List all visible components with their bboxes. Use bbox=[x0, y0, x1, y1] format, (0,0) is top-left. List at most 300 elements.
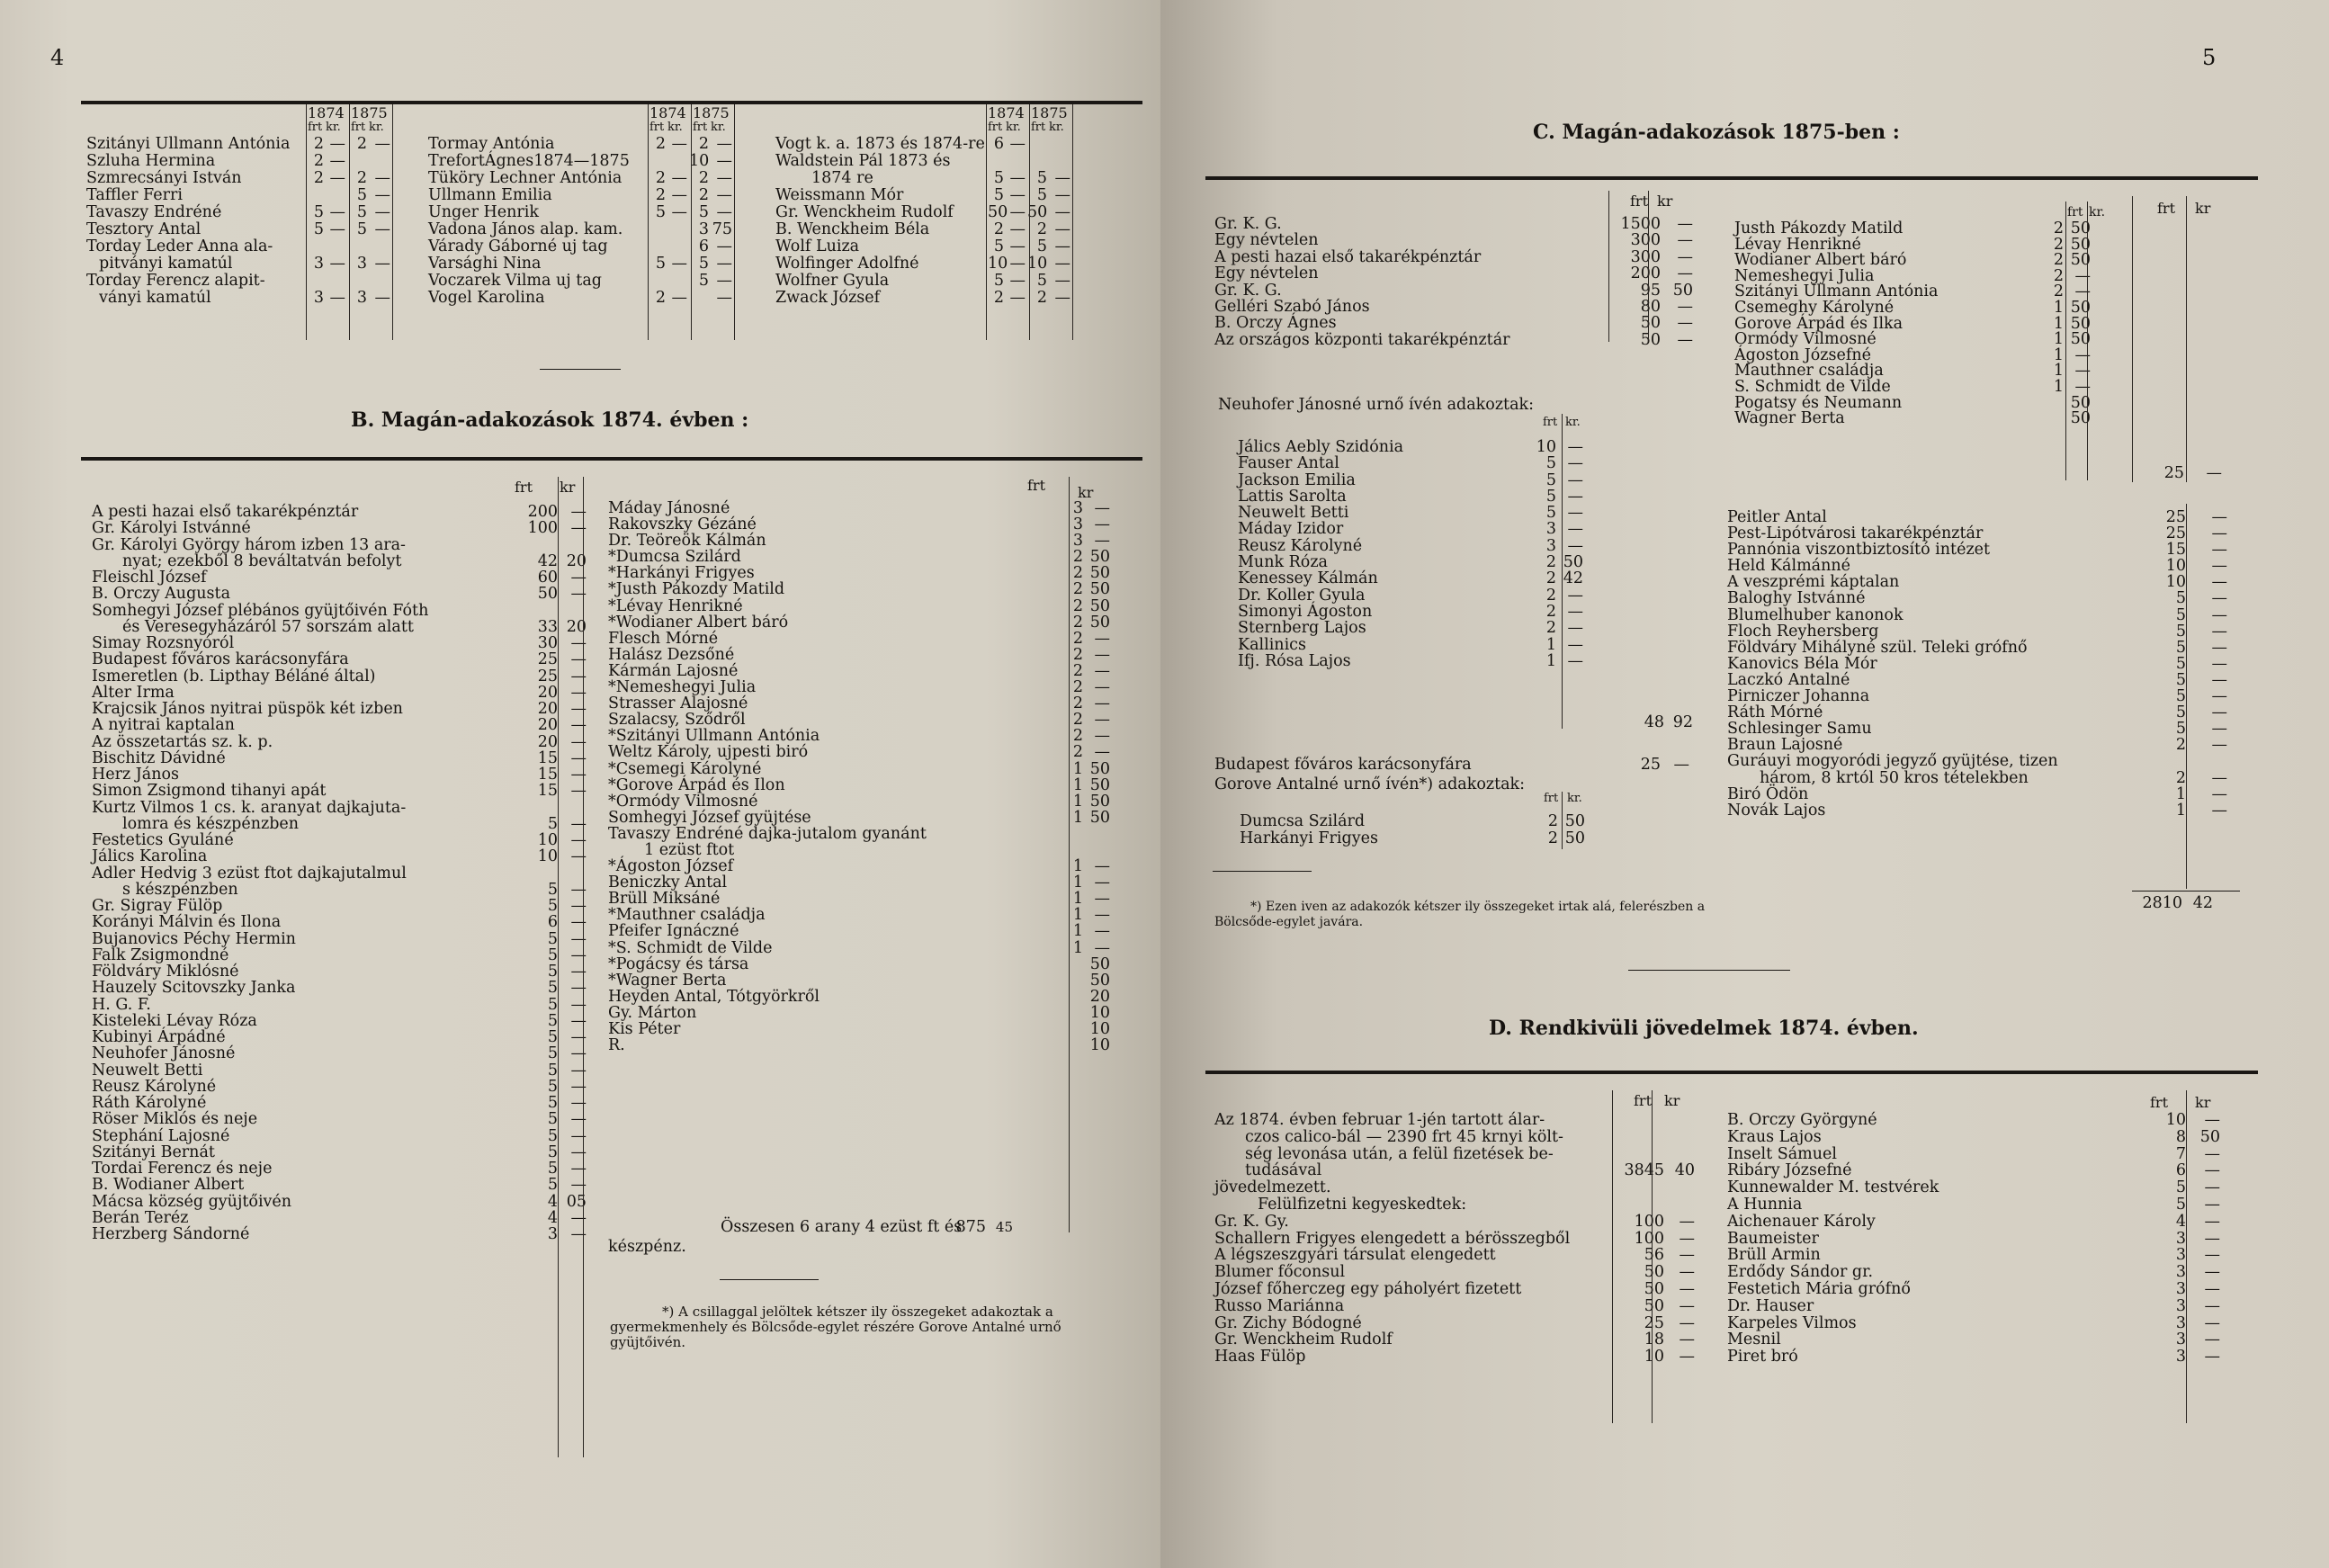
amount-frt: 1 bbox=[1545, 635, 1556, 654]
amount-frt: 6 bbox=[2175, 1161, 2186, 1180]
ledger-row bbox=[608, 907, 1112, 923]
amount-frt: 50 bbox=[1644, 1296, 1664, 1315]
ledger-row bbox=[1238, 604, 1616, 620]
amount-kr: — bbox=[1567, 454, 1583, 473]
entry-name: Vogt k. a. 1873 és 1874-re bbox=[775, 135, 985, 153]
entry-name: A Hunnia bbox=[1727, 1195, 1803, 1214]
amount-kr: — bbox=[2204, 1161, 2220, 1180]
ledger-row bbox=[1727, 753, 2249, 769]
entry-name: Szitányi Ullmann Antónia bbox=[86, 135, 291, 153]
amount-kr: — bbox=[570, 1011, 587, 1030]
amount-kr: — bbox=[570, 748, 587, 767]
column-rule bbox=[2087, 202, 2088, 480]
entry-name: Stephání Lajosné bbox=[92, 1126, 230, 1145]
amount-frt: 3 bbox=[2175, 1296, 2186, 1315]
ledger-row bbox=[1238, 472, 1616, 488]
ledger-row bbox=[92, 1128, 596, 1144]
amount-frt: 5 bbox=[547, 1160, 558, 1178]
entry-name: Jackson Emilia bbox=[1238, 470, 1356, 489]
amount-frt: 2 bbox=[993, 289, 1004, 307]
amount-kr: — bbox=[716, 203, 732, 221]
ledger-row bbox=[1734, 300, 2112, 317]
right-page bbox=[1160, 0, 2329, 1568]
amount-frt: 5 bbox=[993, 186, 1004, 204]
ledger-row bbox=[1727, 802, 2249, 819]
column-rule bbox=[1612, 1090, 1613, 1423]
amount-kr: — bbox=[671, 203, 687, 221]
amount-frt: 20 bbox=[537, 716, 558, 735]
amount-frt: 5 bbox=[1036, 169, 1047, 187]
amount-frt: 2 bbox=[2053, 220, 2064, 237]
ledger-row bbox=[428, 291, 739, 308]
amount-frt: 200 bbox=[527, 503, 558, 521]
entry-name: Sternberg Lajos bbox=[1238, 619, 1366, 638]
top-table-column bbox=[86, 137, 398, 308]
entry-name: Waldstein Pál 1873 és bbox=[775, 152, 951, 170]
amount-frt: 5 bbox=[547, 979, 558, 998]
ledger-row bbox=[608, 581, 1112, 597]
amount-kr: — bbox=[570, 995, 587, 1014]
amount-frt: 5 bbox=[547, 1142, 558, 1161]
ledger-row bbox=[1734, 377, 2112, 396]
column-rule bbox=[986, 104, 987, 340]
entry-name: 1874 re bbox=[811, 169, 873, 187]
entry-name: Heyden Antal, Tótgyörkről bbox=[608, 987, 820, 1006]
ledger-row bbox=[1214, 249, 1700, 265]
entry-name: Berán Teréz bbox=[92, 1208, 189, 1227]
amount-frt: 2 bbox=[1072, 564, 1083, 583]
amount-kr: 50 bbox=[2070, 409, 2091, 428]
year-header: 1875 bbox=[351, 104, 388, 121]
ledger-row bbox=[608, 598, 1112, 614]
amount-kr: 50 bbox=[1089, 580, 1110, 599]
amount-kr: — bbox=[329, 289, 345, 307]
ledger-row bbox=[1214, 332, 1700, 348]
ledger-row bbox=[1238, 637, 1616, 653]
entry-name: Simonyi Ágoston bbox=[1238, 602, 1373, 621]
unit-label: kr bbox=[2195, 1094, 2211, 1111]
amount-kr: 50 bbox=[1089, 596, 1110, 615]
amount-frt: 1 bbox=[1072, 775, 1083, 794]
entry-name: Gr. Károlyi György három izben 13 ara- bbox=[92, 535, 406, 554]
entry-name: Kurtz Vilmos 1 cs. k. aranyat dajkajuta- bbox=[92, 798, 407, 817]
ledger-row bbox=[1214, 1196, 1718, 1214]
amount-frt: 2 bbox=[1072, 661, 1083, 680]
amount-frt: 10 bbox=[2165, 573, 2186, 592]
amount-frt: 2 bbox=[2175, 768, 2186, 787]
amount-frt: 2 bbox=[655, 186, 666, 204]
entry-name: Herz János bbox=[92, 766, 180, 784]
amount-kr: 50 bbox=[2070, 330, 2091, 349]
amount-kr: — bbox=[716, 169, 732, 187]
short-divider bbox=[1628, 970, 1790, 971]
ledger-row bbox=[92, 997, 596, 1013]
amount-kr: 50 bbox=[1089, 808, 1110, 827]
amount-frt: 50 bbox=[1027, 203, 1048, 221]
entry-name: Kraus Lajos bbox=[1727, 1127, 1822, 1146]
amount-kr: — bbox=[329, 135, 345, 153]
ledger-row bbox=[1727, 640, 2249, 656]
total-kr: 45 bbox=[995, 1219, 1013, 1235]
amount-frt: 2 bbox=[1545, 553, 1556, 572]
amount-frt: 2 bbox=[655, 169, 666, 187]
amount-kr: — bbox=[1567, 504, 1583, 523]
amount-frt: 10 bbox=[537, 847, 558, 866]
amount-frt: 80 bbox=[1640, 297, 1661, 316]
entry-name: Fauser Antal bbox=[1238, 454, 1339, 473]
column-rule bbox=[2186, 504, 2187, 889]
entry-name: Karpeles Vilmos bbox=[1727, 1313, 1857, 1332]
amount-frt: 1 bbox=[1072, 759, 1083, 778]
ledger-row bbox=[92, 635, 596, 651]
amount-frt: 1 bbox=[1072, 874, 1083, 892]
ledger-row bbox=[1727, 542, 2249, 558]
ledger-row bbox=[1727, 672, 2249, 688]
entry-name: Kenessey Kálmán bbox=[1238, 569, 1378, 588]
amount-frt: 4 bbox=[547, 1208, 558, 1227]
ledger-row bbox=[1238, 455, 1616, 471]
amount-frt: 5 bbox=[547, 1126, 558, 1145]
entry-name: Kunnewalder M. testvérek bbox=[1727, 1178, 1939, 1197]
amount-frt: 5 bbox=[2175, 687, 2186, 706]
amount-frt: 15 bbox=[537, 766, 558, 784]
amount-kr: — bbox=[1677, 247, 1693, 266]
ledger-row bbox=[92, 553, 596, 569]
entry-name: Inselt Sámuel bbox=[1727, 1144, 1837, 1163]
amount-kr: 75 bbox=[712, 220, 732, 238]
amount-kr: — bbox=[1567, 536, 1583, 555]
column-rule bbox=[648, 104, 649, 340]
entry-name: Festetics Gyuláné bbox=[92, 831, 234, 849]
amount-frt: 50 bbox=[1644, 1263, 1664, 1282]
ledger-row bbox=[1727, 623, 2249, 640]
entry-name: B. Orczy Ágnes bbox=[1214, 314, 1337, 333]
entry-name: Kanovics Béla Mór bbox=[1727, 654, 1877, 673]
entry-name: *S. Schmidt de Vilde bbox=[608, 938, 773, 957]
amount-frt: 2 bbox=[1072, 645, 1083, 664]
amount-kr: — bbox=[374, 135, 390, 153]
amount-frt: 15 bbox=[537, 748, 558, 767]
entry-name: Korányi Málvin és Ilona bbox=[92, 913, 282, 932]
amount-frt: 10 bbox=[689, 152, 710, 170]
amount-frt: 5 bbox=[2175, 605, 2186, 624]
amount-kr: — bbox=[1679, 1212, 1695, 1231]
amount-frt: 6 bbox=[698, 237, 709, 255]
amount-kr: — bbox=[2204, 1263, 2220, 1282]
amount-frt: 2810 bbox=[2142, 894, 2182, 912]
ledger-row bbox=[92, 1095, 596, 1111]
entry-name: Várady Gáborné uj tag bbox=[428, 237, 608, 255]
ledger-column bbox=[1214, 1112, 1718, 1366]
entry-name: Halász Dezsőné bbox=[608, 645, 735, 664]
entry-name: Bujanovics Péchy Hermin bbox=[92, 929, 296, 948]
amount-kr: — bbox=[570, 1094, 587, 1112]
ledger-row bbox=[608, 761, 1112, 777]
ledger-row bbox=[1238, 488, 1616, 505]
amount-kr: — bbox=[2204, 1279, 2220, 1298]
amount-frt: 20 bbox=[537, 683, 558, 702]
top-rule bbox=[81, 101, 1142, 104]
amount-kr: 92 bbox=[1672, 713, 1693, 731]
ledger-row bbox=[608, 972, 1112, 989]
amount-frt: 200 bbox=[1630, 264, 1661, 283]
ledger-row bbox=[608, 516, 1112, 533]
amount-kr: 50 bbox=[2070, 314, 2091, 333]
amount-kr: — bbox=[1094, 922, 1110, 941]
amount-frt: 100 bbox=[1634, 1229, 1664, 1248]
amount-frt: 15 bbox=[2165, 541, 2186, 560]
ledger-row bbox=[608, 712, 1112, 728]
amount-kr: — bbox=[1567, 487, 1583, 506]
amount-frt: 2 bbox=[1072, 743, 1083, 762]
amount-kr: — bbox=[1679, 1229, 1695, 1248]
entry-name: B. Orczy Augusta bbox=[92, 585, 230, 604]
ledger-row bbox=[608, 810, 1112, 826]
amount-kr: — bbox=[716, 135, 732, 153]
entry-name: ványi kamatúl bbox=[99, 289, 211, 307]
unit-label: kr. bbox=[1049, 121, 1064, 134]
entry-name: Mesnil bbox=[1727, 1331, 1781, 1349]
entry-name: Kármán Lajosné bbox=[608, 661, 739, 680]
entry-name: Gr. K. Gy. bbox=[1214, 1212, 1289, 1231]
column-rule bbox=[349, 104, 350, 340]
section-c-rule bbox=[1205, 176, 2258, 180]
column-rule bbox=[1562, 414, 1563, 729]
amount-frt: 1 bbox=[1072, 857, 1083, 876]
unit-label: kr bbox=[1664, 1092, 1680, 1109]
ledger-row bbox=[608, 858, 1112, 874]
ledger-row bbox=[608, 614, 1112, 631]
amount-frt: 60 bbox=[537, 569, 558, 587]
amount-kr: — bbox=[1054, 186, 1070, 204]
entry-name: jövedelmezett. bbox=[1214, 1178, 1331, 1197]
amount-frt: 1 bbox=[2053, 314, 2064, 333]
entry-name: A pesti hazai első takarékpénztár bbox=[92, 503, 359, 521]
ledger-row bbox=[92, 914, 596, 930]
ledger-row bbox=[92, 766, 596, 783]
amount-kr: — bbox=[570, 1044, 587, 1063]
amount-frt: 1 bbox=[2053, 362, 2064, 381]
column-rule bbox=[1069, 477, 1070, 1232]
amount-frt: 5 bbox=[547, 963, 558, 981]
entry-name: Munk Róza bbox=[1238, 553, 1328, 572]
footnote-divider bbox=[1213, 871, 1312, 872]
ledger-row bbox=[608, 679, 1112, 695]
amount-frt: 5 bbox=[993, 272, 1004, 290]
amount-frt: 56 bbox=[1644, 1246, 1664, 1265]
ledger-row bbox=[1727, 525, 2249, 542]
page-number: 4 bbox=[50, 45, 65, 70]
amount-frt: 5 bbox=[313, 203, 324, 221]
amount-frt: 10 bbox=[2165, 557, 2186, 576]
ledger-row bbox=[1727, 1112, 2249, 1129]
amount-kr: — bbox=[1679, 1279, 1695, 1298]
entry-name: czos calico-bál — 2390 frt 45 krnyi költ- bbox=[1245, 1127, 1563, 1146]
unit-label: frt bbox=[1544, 792, 1559, 805]
amount-frt: 1500 bbox=[1620, 215, 1661, 233]
amount-frt: 3845 bbox=[1624, 1161, 1664, 1180]
amount-kr: — bbox=[1679, 1296, 1695, 1315]
entry-name: Csemeghy Károlyné bbox=[1734, 298, 1895, 317]
entry-name: Lattis Sarolta bbox=[1238, 487, 1347, 506]
ledger-row bbox=[608, 500, 1112, 516]
column-rule bbox=[734, 104, 735, 340]
entry-name: Harkányi Frigyes bbox=[1240, 829, 1378, 847]
ledger-row bbox=[608, 989, 1112, 1005]
amount-kr: — bbox=[1677, 314, 1693, 333]
amount-frt: 3 bbox=[313, 255, 324, 273]
amount-frt: 20 bbox=[537, 700, 558, 718]
unit-label: frt bbox=[2150, 1094, 2168, 1111]
entry-name: Gr. Sigray Fülöp bbox=[92, 897, 223, 915]
ledger-row bbox=[608, 663, 1112, 679]
amount-frt: 2 bbox=[1545, 569, 1556, 588]
unit-label: kr. bbox=[369, 121, 384, 134]
amount-kr: — bbox=[716, 152, 732, 170]
amount-kr: — bbox=[570, 503, 587, 521]
amount-kr: — bbox=[1094, 938, 1110, 957]
amount-frt: 10 bbox=[1027, 255, 1048, 273]
amount-kr: — bbox=[716, 272, 732, 290]
ledger-row bbox=[92, 569, 596, 586]
ledger-row bbox=[92, 520, 596, 536]
amount-frt: 3 bbox=[2175, 1279, 2186, 1298]
amount-frt: 5 bbox=[547, 814, 558, 833]
amount-kr: — bbox=[374, 169, 390, 187]
ledger-row bbox=[92, 816, 596, 832]
amount-kr: 50 bbox=[1564, 812, 1585, 830]
ledger-row bbox=[92, 848, 596, 865]
entry-name: S. Schmidt de Vilde bbox=[1734, 377, 1891, 396]
amount-kr: — bbox=[2211, 541, 2227, 560]
entry-name: Gelléri Szabó János bbox=[1214, 297, 1370, 316]
ledger-row bbox=[92, 1029, 596, 1045]
entry-name: B. Orczy Györgyné bbox=[1727, 1111, 1877, 1129]
amount-frt: 5 bbox=[547, 1176, 558, 1195]
year-header: 1874 bbox=[988, 104, 1025, 121]
section-title: C. Magán-adakozások 1875-ben : bbox=[1533, 121, 1900, 144]
amount-frt: 2 bbox=[1072, 694, 1083, 713]
amount-kr: — bbox=[2074, 282, 2091, 301]
entry-name: Neuwelt Betti bbox=[1238, 504, 1349, 523]
amount-frt: 7 bbox=[2175, 1144, 2186, 1163]
entry-name: TrefortÁgnes1874—1875 bbox=[428, 152, 630, 170]
entry-name: A légszeszgyári társulat elengedett bbox=[1214, 1246, 1496, 1265]
column-rule bbox=[1072, 104, 1073, 340]
page-number: 5 bbox=[2202, 45, 2217, 70]
amount-kr: — bbox=[1567, 602, 1583, 621]
entry-name: *Lévay Henrikné bbox=[608, 596, 743, 615]
entry-name: Szalacsy, Sződről bbox=[608, 711, 746, 730]
amount-kr: — bbox=[1677, 215, 1693, 233]
entry-name: Pannónia viszontbiztosító intézet bbox=[1727, 541, 1991, 560]
entry-name: Brüll Armin bbox=[1727, 1246, 1821, 1265]
entry-name: Szitányi Ullmann Antónia bbox=[1734, 282, 1939, 301]
ledger-row bbox=[1734, 411, 2112, 427]
amount-frt: 3 bbox=[2175, 1313, 2186, 1332]
amount-kr: — bbox=[1094, 661, 1110, 680]
entry-name: Pogatsy és Neumann bbox=[1734, 393, 1903, 412]
ledger-row bbox=[1727, 558, 2249, 574]
amount-frt: 5 bbox=[655, 255, 666, 273]
amount-frt: 33 bbox=[537, 617, 558, 636]
amount-kr: — bbox=[2204, 1144, 2220, 1163]
amount-frt: 18 bbox=[1644, 1331, 1664, 1349]
entry-name: Jálics Aebly Szidónia bbox=[1238, 438, 1404, 456]
amount-kr: — bbox=[1677, 297, 1693, 316]
amount-frt: 5 bbox=[2175, 720, 2186, 739]
amount-frt: 2 bbox=[698, 135, 709, 153]
amount-kr: — bbox=[1054, 272, 1070, 290]
entry-name: A veszprémi káptalan bbox=[1727, 573, 1900, 592]
amount-frt: 2 bbox=[313, 169, 324, 187]
amount-kr: — bbox=[1677, 330, 1693, 349]
ledger-row bbox=[1214, 1281, 1718, 1298]
amount-frt: 5 bbox=[313, 220, 324, 238]
amount-kr: — bbox=[1567, 438, 1583, 456]
ledger-row bbox=[608, 923, 1112, 939]
entry-name: Vogel Karolina bbox=[428, 289, 545, 307]
amount-kr: — bbox=[570, 732, 587, 751]
amount-frt: 10 bbox=[988, 255, 1008, 273]
entry-name: Haas Fülöp bbox=[1214, 1348, 1306, 1366]
entry-name: Ismeretlen (b. Lipthay Béláné által) bbox=[92, 667, 376, 685]
column-rule bbox=[2132, 196, 2133, 482]
entry-name: Egy névtelen bbox=[1214, 231, 1319, 250]
amount-kr: — bbox=[570, 667, 587, 685]
entry-name: Egy névtelen bbox=[1214, 264, 1319, 283]
amount-kr: — bbox=[570, 782, 587, 801]
amount-kr: 50 bbox=[1672, 281, 1693, 300]
amount-frt: 50 bbox=[1640, 330, 1661, 349]
amount-frt: 30 bbox=[537, 634, 558, 652]
ledger-row bbox=[1240, 813, 1617, 830]
amount-kr: — bbox=[2204, 1111, 2220, 1129]
amount-kr: 20 bbox=[566, 551, 587, 570]
amount-kr: — bbox=[570, 831, 587, 849]
amount-frt: 2 bbox=[313, 152, 324, 170]
entry-name: Mácsa község gyüjtőivén bbox=[92, 1192, 292, 1211]
amount-frt: 5 bbox=[547, 897, 558, 915]
amount-frt: 5 bbox=[2175, 670, 2186, 689]
ledger-row bbox=[92, 1177, 596, 1193]
unit-label: frt bbox=[1543, 416, 1558, 429]
amount-kr: — bbox=[1679, 1313, 1695, 1332]
column-rule bbox=[1029, 104, 1030, 340]
amount-kr: — bbox=[2211, 736, 2227, 755]
entry-name: Somhegyi József plébános gyüjtőivén Fóth bbox=[92, 601, 429, 620]
amount-kr: — bbox=[2211, 573, 2227, 592]
entry-name: Röser Miklós és neje bbox=[92, 1110, 258, 1129]
entry-name: Taffler Ferri bbox=[86, 186, 183, 204]
amount-frt: 4 bbox=[547, 1192, 558, 1211]
amount-kr: — bbox=[1094, 694, 1110, 713]
ledger-column bbox=[1727, 1112, 2249, 1366]
amount-frt: 3 bbox=[698, 220, 709, 238]
entry-name: Wolfinger Adolfné bbox=[775, 255, 919, 273]
amount-frt: 3 bbox=[2175, 1348, 2186, 1366]
footnote-divider bbox=[720, 1279, 819, 1280]
amount-kr: — bbox=[2211, 622, 2227, 641]
entry-name: Falk Zsigmondné bbox=[92, 945, 229, 964]
ledger-row bbox=[1240, 830, 1617, 847]
amount-frt: 3 bbox=[547, 1225, 558, 1243]
entry-name: *Harkányi Frigyes bbox=[608, 564, 755, 583]
amount-kr: — bbox=[329, 169, 345, 187]
ledger-row bbox=[1727, 607, 2249, 623]
ledger-row bbox=[92, 1045, 596, 1062]
amount-frt: 5 bbox=[547, 1094, 558, 1112]
